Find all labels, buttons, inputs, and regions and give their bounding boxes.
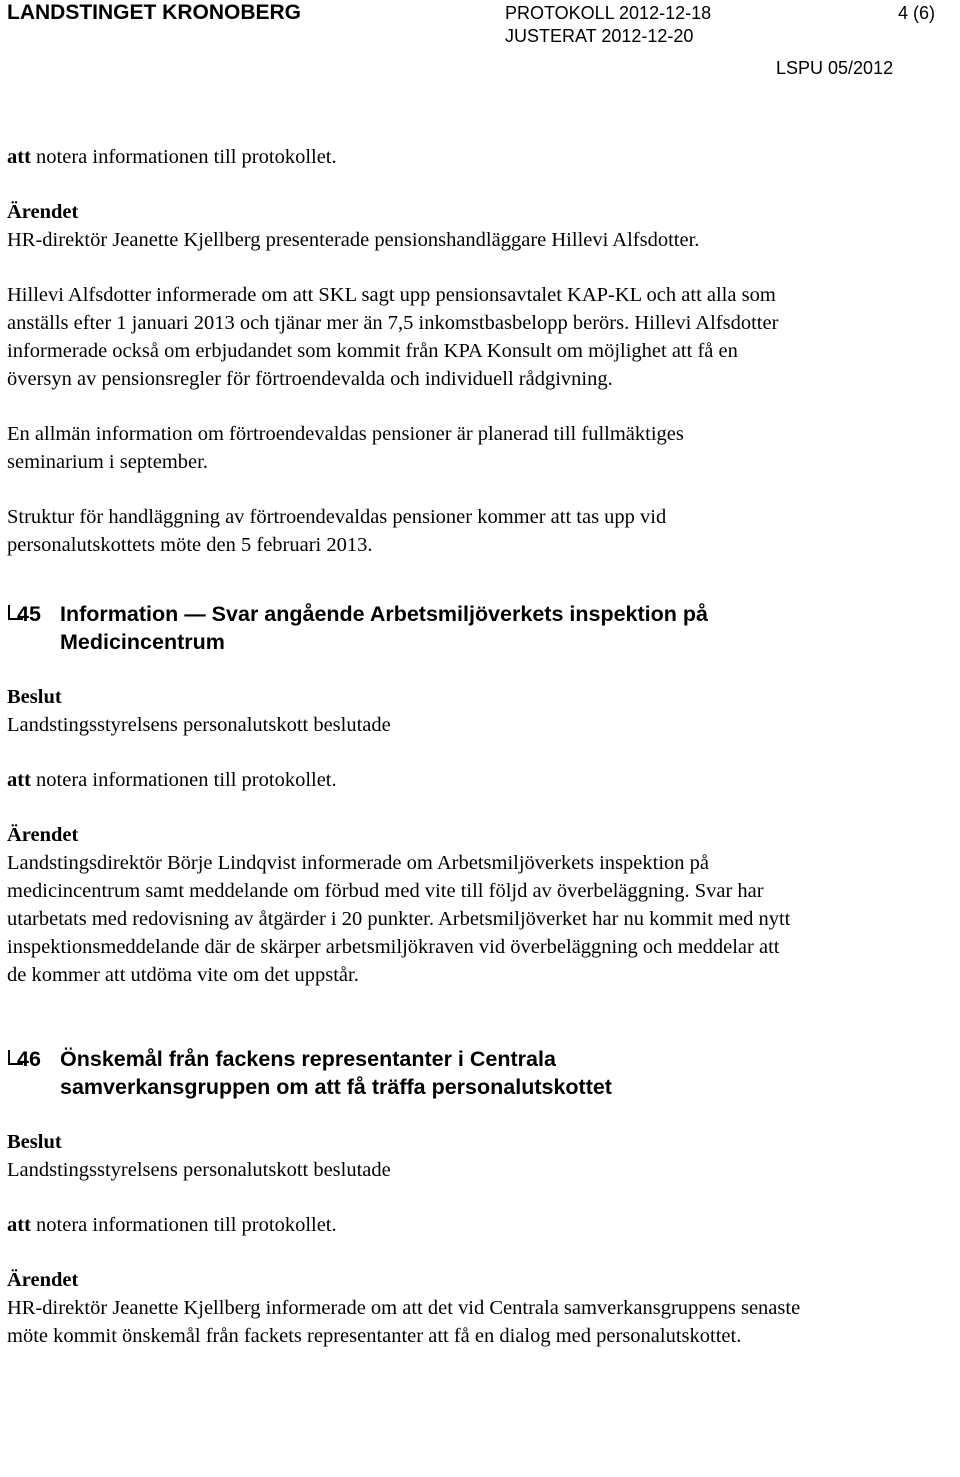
section-45-paragraph-1: Landstingsdirektör Börje Lindqvist informerade om Arbetsmiljöverkets inspektion på medicincentrum samt meddelande om förbud med vite till följd av överbeläggning. Svar har utarbetats med redovisning av åtgärder i 20 punkter. Arbetsmiljöverket har nu kommit med nytt inspektionsmeddelande där de skärper arbetsmiljökraven vid överbeläggning och meddelar att de kommer att utdöma vite om det uppstår.: [7, 852, 791, 986]
section-46-paragraph-1: HR-direktör Jeanette Kjellberg informerade om att det vid Centrala samverkansgruppens senaste möte kommit önskemål från fackets representanter att få en dialog med personalutskottet.: [7, 1297, 801, 1347]
intro-paragraph-4: Struktur för handläggning av förtroendevaldas pensioner kommer att tas upp vid personalutskottets möte den 5 februari 2013.: [7, 506, 667, 556]
section-46-heading: [7, 1045, 807, 1101]
section-46-beslut-label: Beslut: [7, 1131, 62, 1153]
paragraph-mark-icon: [8, 1050, 10, 1064]
adjusted-date: JUSTERAT 2012-12-20: [505, 26, 694, 46]
document-body: [7, 143, 947, 1350]
section-45-decision: att notera informationen till protokollet.: [7, 769, 337, 791]
section-45-beslut-text: Landstingsstyrelsens personalutskott beslutade: [7, 714, 391, 736]
section-46-decision: att notera informationen till protokollet.: [7, 1214, 337, 1236]
intro-paragraph-2: Hillevi Alfsdotter informerade om att SKL sagt upp pensionsavtalet KAP-KL och att alla som anställs efter 1 januari 2013 och tjänar mer än 7,5 inkomstbasbelopp berörs. Hillevi Alfsdotter informerade också om erbjudandet som kommit från KPA Konsult om möjlighet att få en översyn av pensionsregler för förtroendevalda och individuell rådgivning.: [7, 284, 779, 390]
section-45-title: Information — Svar angående Arbetsmiljöverkets inspektion på Medicincentrum: [60, 602, 708, 654]
section-45-beslut-label: Beslut: [7, 686, 62, 708]
intro-paragraph-1: HR-direktör Jeanette Kjellberg presenterade pensionshandläggare Hillevi Alfsdotter.: [7, 229, 700, 251]
section-46-beslut-text: Landstingsstyrelsens personalutskott beslutade: [7, 1159, 391, 1181]
intro-decision: att notera informationen till protokollet.: [7, 146, 337, 168]
intro-arendet-label: Ärendet: [7, 201, 79, 223]
page-number: 4 (6): [898, 3, 936, 23]
section-46-arendet-label: Ärendet: [7, 1269, 79, 1291]
org-name: LANDSTINGET KRONOBERG: [7, 1, 301, 24]
section-45-heading: [7, 600, 807, 656]
intro-paragraph-3: En allmän information om förtroendevaldas pensioner är planerad till fullmäktiges seminarium i september.: [7, 423, 684, 473]
protocol-date: PROTOKOLL 2012-12-18: [505, 3, 712, 23]
section-46-number: 46: [17, 1047, 41, 1071]
section-45-arendet-label: Ärendet: [7, 824, 79, 846]
paragraph-mark-icon: [8, 605, 10, 619]
reference-number: LSPU 05/2012: [776, 58, 894, 78]
section-46-title: Önskemål från fackens representanter i Centrala samverkansgruppen om att få träffa personalutskottet: [60, 1047, 612, 1099]
section-45-number: 45: [17, 602, 41, 626]
